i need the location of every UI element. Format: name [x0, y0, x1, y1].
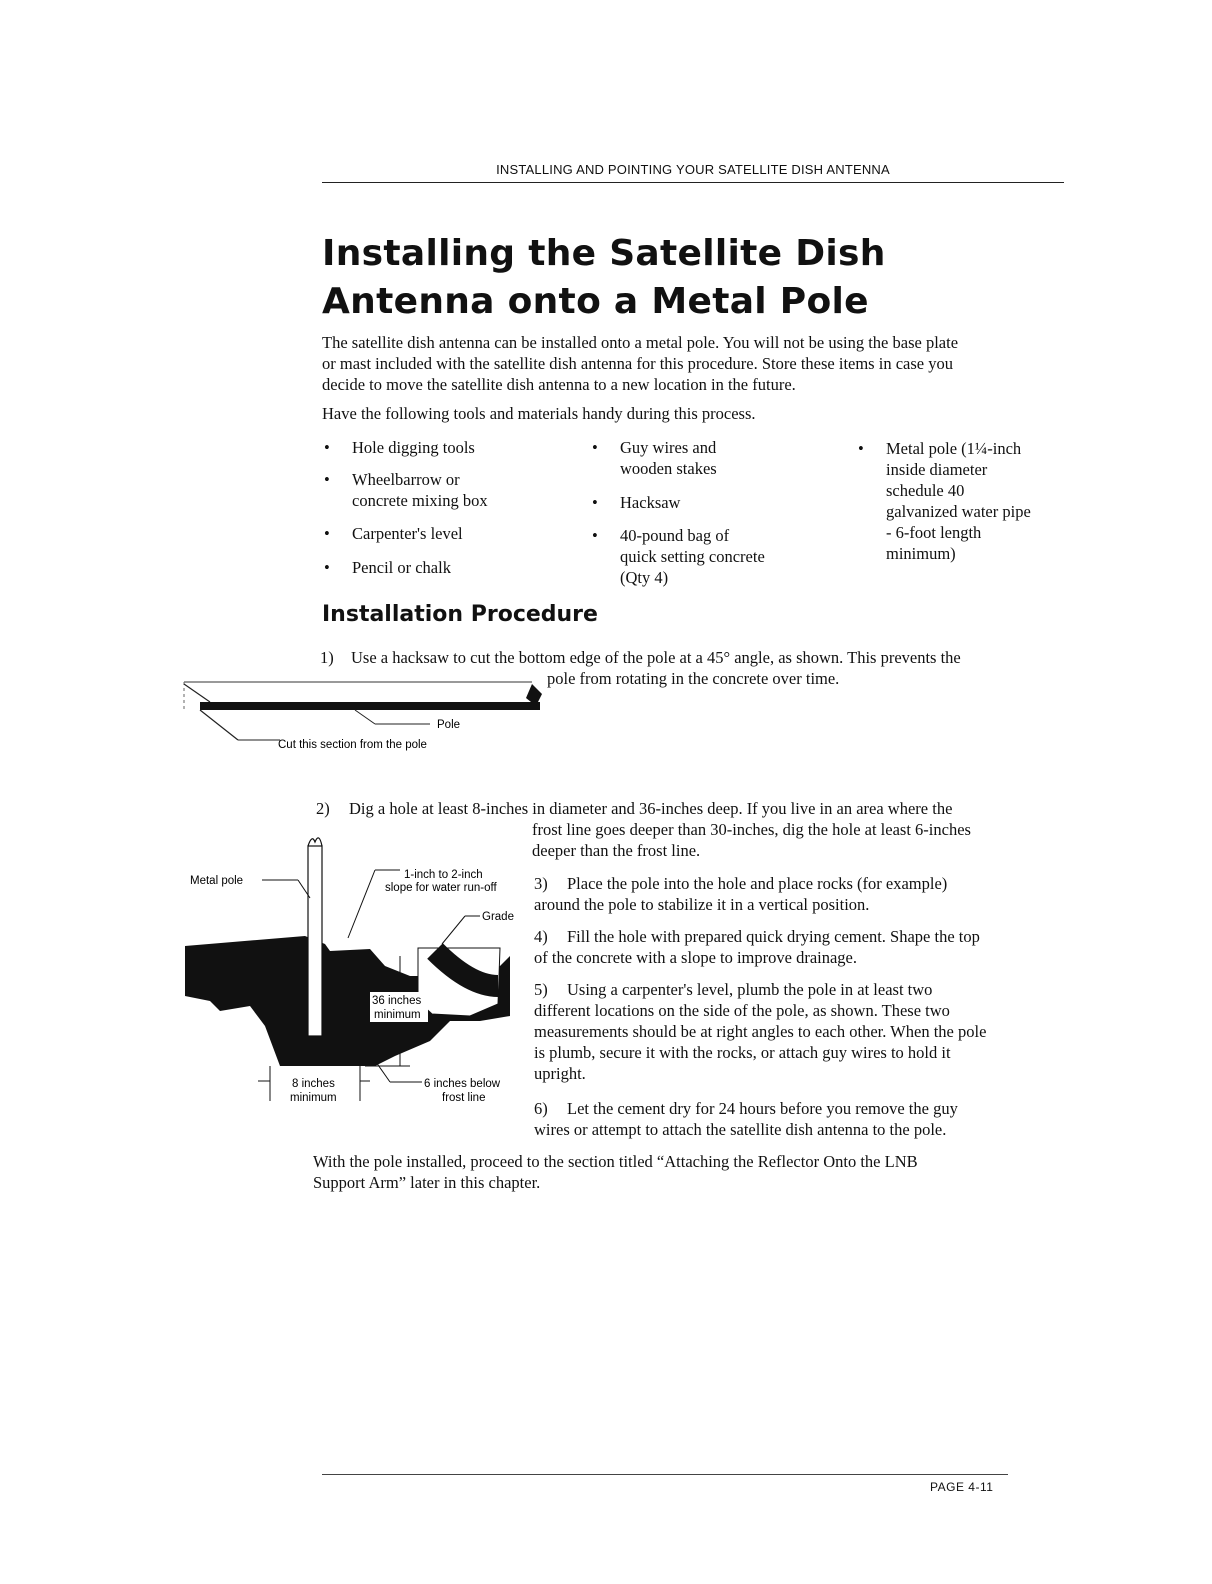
- bullet: •: [592, 438, 598, 457]
- closing-line: Support Arm” later in this chapter.: [313, 1173, 541, 1192]
- pole-cut-drawing: [184, 682, 542, 740]
- step-1-line-1: Use a hacksaw to cut the bottom edge of the pole at a 45° angle, as shown. This prevents the: [351, 648, 961, 667]
- pole-installation-diagram: [180, 826, 525, 1116]
- step-4-line-2: of the concrete with a slope to improve drainage.: [534, 948, 858, 967]
- step-6-line-1: Let the cement dry for 24 hours before you remove the guy: [567, 1099, 958, 1118]
- step-4-number: 4): [534, 927, 548, 946]
- step-5-line-3: measurements should be at right angles to each other. When the pole: [534, 1022, 987, 1041]
- bullet: •: [592, 493, 598, 512]
- header-rule: [322, 182, 1064, 183]
- materials-column-2: [592, 437, 830, 597]
- frost-label-line-1: 6 inches below: [424, 1078, 501, 1090]
- section-heading: Installation Procedure: [322, 602, 598, 627]
- width-label-line-2: minimum: [290, 1092, 337, 1104]
- list-item: • Hacksaw: [592, 493, 681, 512]
- ground-cross-section: [185, 936, 510, 1066]
- list-item: • Wheelbarrow or concrete mixing box: [324, 470, 488, 510]
- step-5-line-1: Using a carpenter's level, plumb the pole in at least two: [567, 980, 933, 999]
- step-3-number: 3): [534, 874, 548, 893]
- list-item: • Guy wires and wooden stakes: [592, 438, 717, 478]
- pole-label: Pole: [437, 719, 461, 731]
- tools-intro: Have the following tools and materials handy during this process.: [322, 404, 756, 423]
- footer-rule: [322, 1474, 1008, 1475]
- title-line-1: Installing the Satellite Dish: [322, 233, 886, 274]
- list-item: • Pencil or chalk: [324, 558, 451, 577]
- metal-pole: [308, 838, 322, 1036]
- step-2-line-1: Dig a hole at least 8-inches in diameter and 36-inches deep. If you live in an area where the: [349, 799, 953, 818]
- depth-label-line-2: minimum: [374, 1009, 421, 1021]
- metal-pole-label: Metal pole: [190, 875, 244, 887]
- step-5-number: 5): [534, 980, 548, 999]
- depth-label-line-1: 36 inches: [372, 995, 422, 1007]
- list-item: • Metal pole (1¼-inch inside diameter schedule 40 galvanized water pipe - 6-foot length minimum): [858, 439, 1031, 563]
- step-4-line-1: Fill the hole with prepared quick drying cement. Shape the top: [567, 927, 980, 946]
- slope-label-line-1: 1-inch to 2-inch: [404, 869, 483, 881]
- bullet: •: [324, 438, 330, 457]
- cut-label: Cut this section from the pole: [278, 739, 427, 751]
- bullet: •: [324, 524, 330, 543]
- materials-column-1: [324, 437, 572, 587]
- step-2-number: 2): [316, 799, 330, 818]
- frost-label-line-2: frost line: [442, 1092, 486, 1104]
- intro-paragraph: [322, 332, 1062, 395]
- step-6-line-2: wires or attempt to attach the satellite dish antenna to the pole.: [534, 1120, 947, 1139]
- list-item: • Hole digging tools: [324, 438, 475, 457]
- grade-label: Grade: [482, 911, 514, 923]
- pole-cut-diagram: [180, 672, 550, 762]
- intro-line: or mast included with the satellite dish antenna for this procedure. Store these items in case you: [322, 354, 953, 373]
- step-6-number: 6): [534, 1099, 548, 1118]
- width-label-line-1: 8 inches: [292, 1078, 335, 1090]
- step-3-line-2: around the pole to stabilize it in a vertical position.: [534, 895, 870, 914]
- running-header: INSTALLING AND POINTING YOUR SATELLITE DISH ANTENNA: [496, 162, 890, 177]
- page-title: [322, 230, 1122, 326]
- step-2-line-2: frost line goes deeper than 30-inches, dig the hole at least 6-inches: [532, 820, 971, 839]
- list-item: • 40-pound bag of quick setting concrete (Qty 4): [592, 526, 765, 587]
- closing-line: With the pole installed, proceed to the section titled “Attaching the Reflector Onto the LNB: [313, 1152, 918, 1171]
- page-number: PAGE 4-11: [930, 1480, 994, 1494]
- closing-paragraph: [313, 1151, 1053, 1193]
- title-line-2: Antenna onto a Metal Pole: [322, 281, 869, 322]
- step-1-line-2: pole from rotating in the concrete over time.: [547, 669, 840, 688]
- bullet: •: [324, 558, 330, 577]
- step-5-line-5: upright.: [534, 1064, 586, 1083]
- slope-label-line-2: slope for water run-off: [385, 882, 497, 894]
- intro-line: decide to move the satellite dish antenna to a new location in the future.: [322, 375, 796, 394]
- step-5-line-4: is plumb, secure it with the rocks, or attach guy wires to hold it: [534, 1043, 951, 1062]
- materials-column-3: [858, 438, 1076, 578]
- bullet: •: [858, 439, 864, 458]
- intro-line: The satellite dish antenna can be installed onto a metal pole. You will not be using the base plate: [322, 333, 959, 352]
- bullet: •: [324, 470, 330, 489]
- bullet: •: [592, 526, 598, 545]
- list-item: • Carpenter's level: [324, 524, 463, 543]
- step-1-number: 1): [320, 648, 334, 667]
- step-3-line-1: Place the pole into the hole and place rocks (for example): [567, 874, 948, 893]
- step-5-line-2: different locations on the side of the pole, as shown. These two: [534, 1001, 950, 1020]
- step-2-line-3: deeper than the frost line.: [532, 841, 701, 860]
